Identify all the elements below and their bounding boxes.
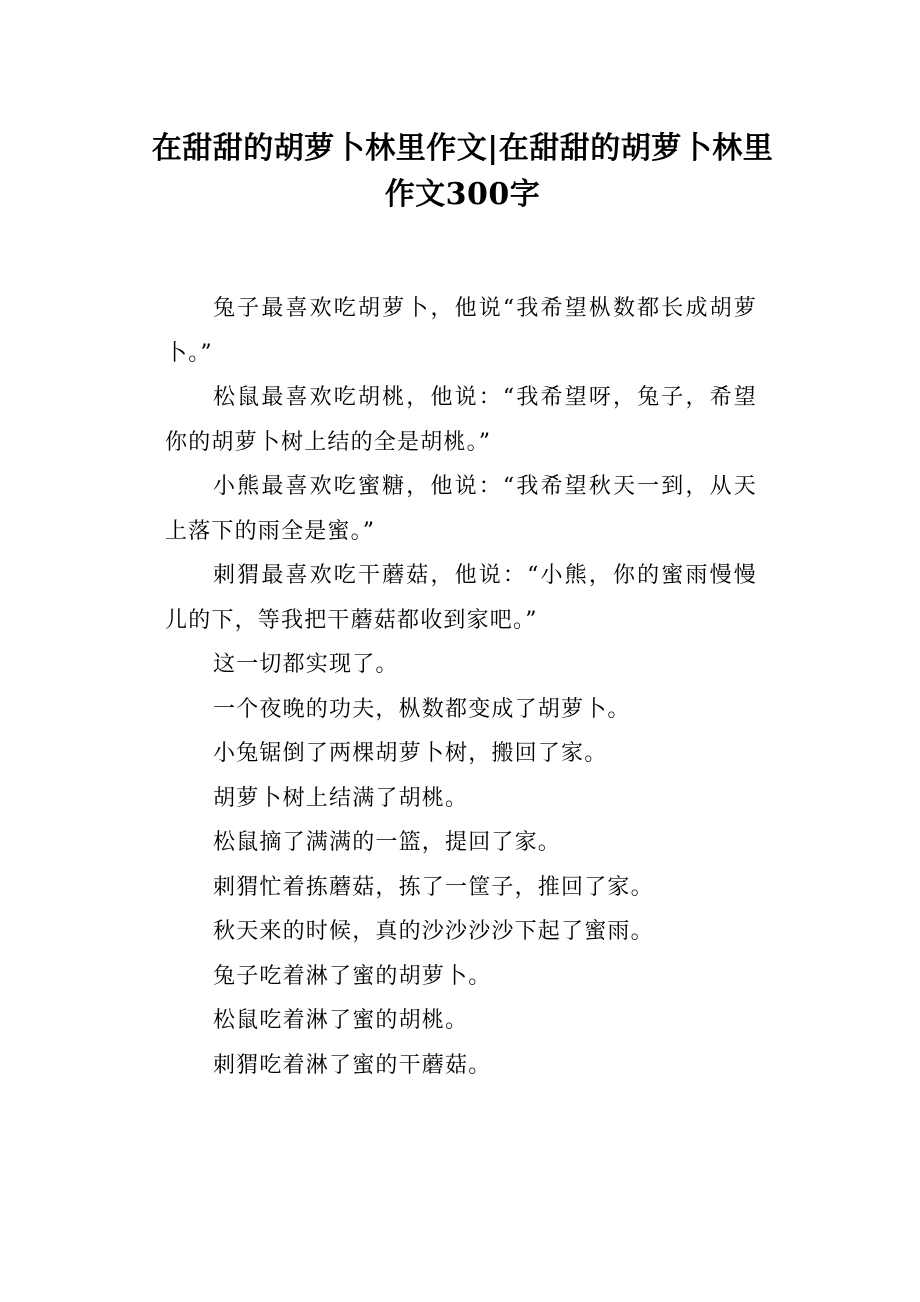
paragraph-7: 小兔锯倒了两棵胡萝卜树，搬回了家。	[213, 741, 608, 766]
paragraph-10: 刺猬忙着拣蘑菇，拣了一筐子，推回了家。	[213, 874, 654, 900]
paragraph-5: 这一切都实现了。	[213, 652, 399, 677]
paragraph-12: 兔子吃着淋了蜜的胡萝卜。	[213, 963, 492, 989]
document-title: 在甜甜的胡萝卜林里作文|在甜甜的胡萝卜林里作文300字	[151, 131, 774, 212]
paragraph-14: 刺猬吃着淋了蜜的干蘑菇。	[213, 1052, 492, 1078]
paragraph-13: 松鼠吃着淋了蜜的胡桃。	[213, 1008, 469, 1033]
paragraph-6: 一个夜晚的功夫，枞数都变成了胡萝卜。	[213, 696, 631, 722]
paragraph-9: 松鼠摘了满满的一篮，提回了家。	[213, 830, 562, 855]
paragraph-2: 松鼠最喜欢吃胡桃，他说：“我希望呀，兔子，希望你的胡萝卜树上结的全是胡桃。”	[165, 385, 757, 455]
document-body	[165, 287, 757, 1088]
paragraph-11: 秋天来的时候，真的沙沙沙沙下起了蜜雨。	[213, 919, 654, 944]
paragraph-1: 兔子最喜欢吃胡萝卜，他说“我希望枞数都长成胡萝卜。”	[165, 296, 757, 366]
paragraph-4: 刺猬最喜欢吃干蘑菇，他说：“小熊，你的蜜雨慢慢儿的下，等我把干蘑菇都收到家吧。”	[165, 563, 757, 633]
paragraph-8: 胡萝卜树上结满了胡桃。	[213, 785, 469, 811]
paragraph-3: 小熊最喜欢吃蜜糖，他说：“我希望秋天一到，从天上落下的雨全是蜜。”	[165, 474, 757, 544]
